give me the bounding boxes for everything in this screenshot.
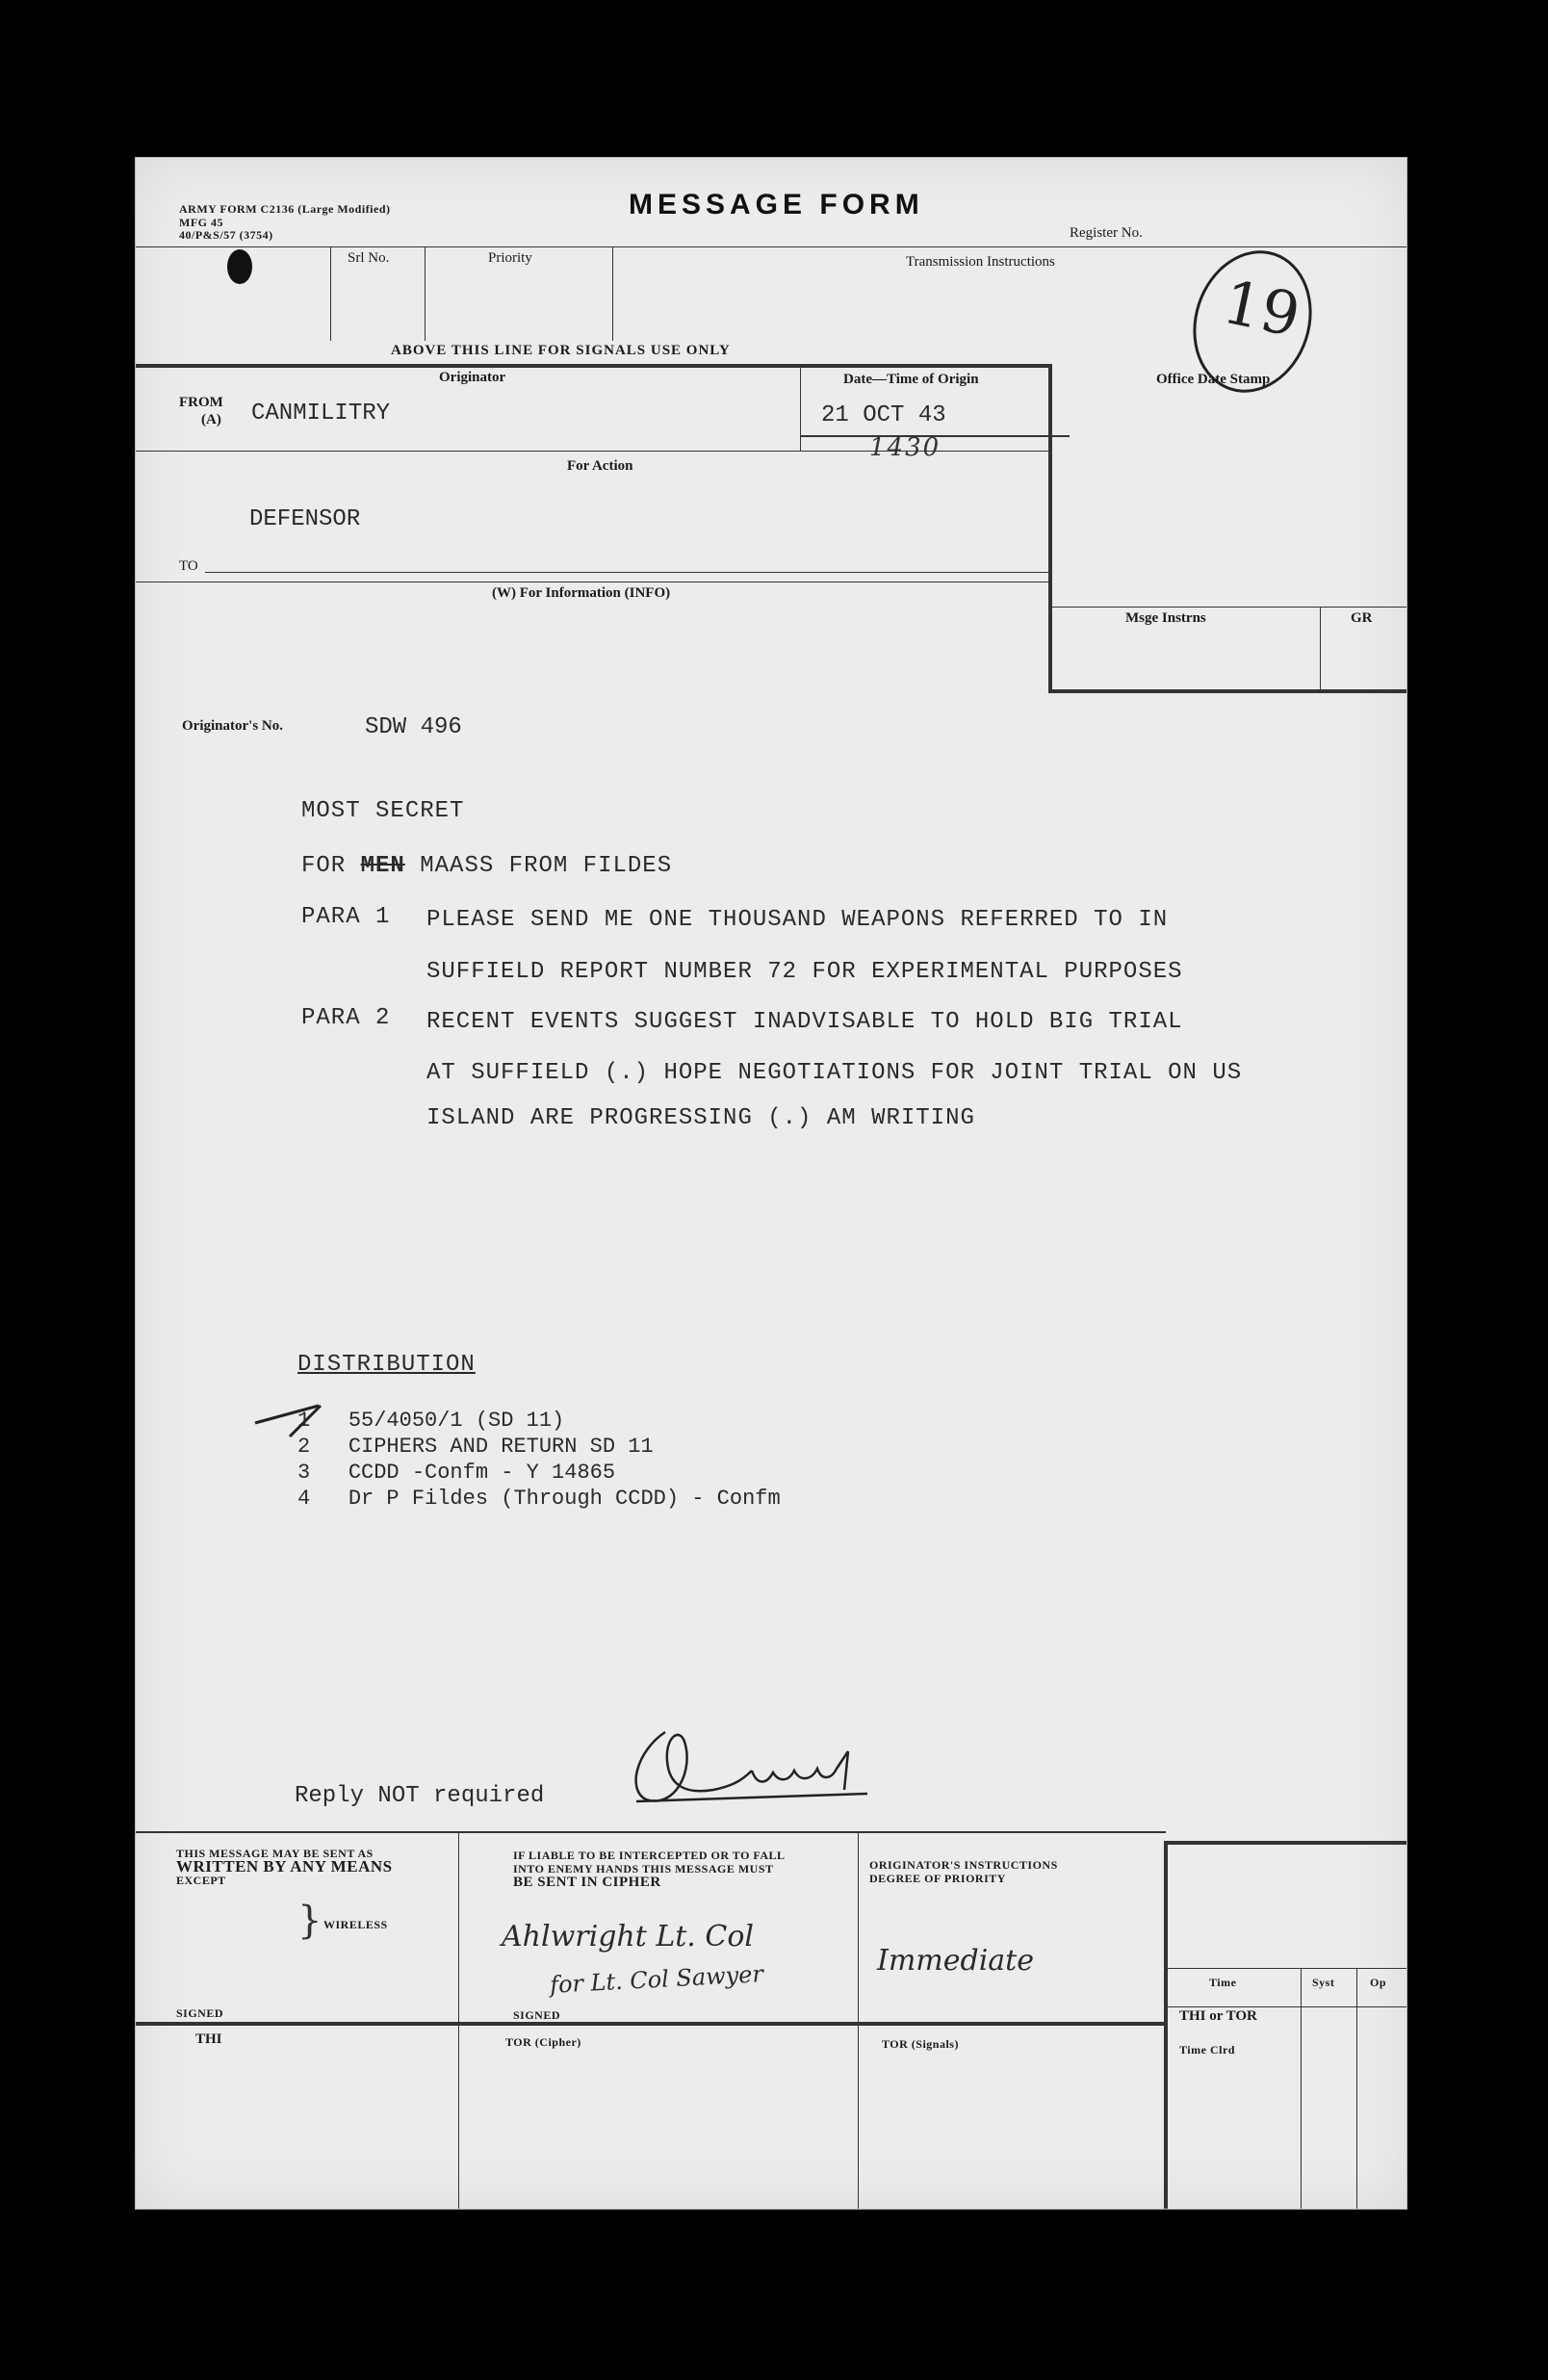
folio-stamp-number: 19 (1217, 266, 1306, 351)
for-struck-word: MEN (360, 853, 405, 879)
footer-col2-line: IF LIABLE TO BE INTERCEPTED OR TO FALL (513, 1849, 786, 1862)
distribution-item-text: CCDD -Confm - Y 14865 (348, 1461, 616, 1485)
para-1-line-1: PLEASE SEND ME ONE THOUSAND WEAPONS REFERRED TO IN (426, 907, 1169, 933)
distribution-item (297, 1434, 781, 1460)
msge-instrns-label: Msge Instrns (1125, 610, 1206, 626)
originators-no-label: Originator's No. (182, 718, 283, 734)
footer-col1-line: WRITTEN BY ANY MEANS (176, 1857, 393, 1876)
syst-label: Syst (1312, 1976, 1335, 1989)
signals-use-only-line: ABOVE THIS LINE FOR SIGNALS USE ONLY (391, 343, 731, 358)
priority-label: Priority (488, 250, 532, 266)
srl-no-label: Srl No. (348, 250, 390, 266)
distribution-item (297, 1408, 781, 1434)
distribution-item-text: CIPHERS AND RETURN SD 11 (348, 1435, 654, 1459)
classification: MOST SECRET (301, 798, 465, 824)
to-value: DEFENSOR (249, 506, 361, 532)
footer-col2-line: INTO ENEMY HANDS THIS MESSAGE MUST (513, 1862, 774, 1876)
distribution-item-text: Dr P Fildes (Through CCDD) - Confm (348, 1487, 781, 1511)
wireless-bracket: } (297, 1899, 322, 1943)
register-no-label: Register No. (1070, 225, 1143, 241)
signed-by-handwritten: Ahlwright Lt. Col (502, 1920, 754, 1953)
date-value: 21 OCT 43 (821, 402, 946, 428)
tor-cipher-label: TOR (Cipher) (505, 2035, 581, 2049)
signed-label-1: SIGNED (176, 2006, 224, 2020)
originator-label: Originator (439, 370, 506, 385)
footer-col3-text (869, 1858, 1058, 1885)
for-action-label: For Action (567, 458, 633, 474)
signed-for-handwritten: for Lt. Col Sawyer (549, 1960, 764, 1999)
priority-handwritten: Immediate (877, 1944, 1034, 1978)
form-ref-3: 40/P&S/57 (3754) (179, 228, 273, 242)
footer-col3-line: DEGREE OF PRIORITY (869, 1872, 1006, 1885)
ink-blot (227, 249, 252, 284)
para-2-line-2: AT SUFFIELD (.) HOPE NEGOTIATIONS FOR JOINT TRIAL ON US (426, 1060, 1243, 1086)
para-2-line-3: ISLAND ARE PROGRESSING (.) AM WRITING (426, 1105, 975, 1131)
to-label: TO (179, 558, 198, 574)
date-time-label: Date—Time of Origin (843, 372, 979, 387)
thi-or-tor-label: THI or TOR (1179, 2008, 1257, 2024)
distribution-heading: DISTRIBUTION (297, 1352, 476, 1378)
for-rest: MAASS FROM FILDES (420, 853, 673, 879)
time-clrd-label: Time Clrd (1179, 2043, 1235, 2057)
footer-col1-text (176, 1847, 393, 1887)
para-1-label: PARA 1 (301, 904, 391, 930)
from-sub-label: (A) (201, 412, 221, 427)
distribution-item-num: 1 (297, 1409, 311, 1433)
footer-col3-line: ORIGINATOR'S INSTRUCTIONS (869, 1858, 1058, 1872)
footer-col1-line: THIS MESSAGE MAY BE SENT AS (176, 1847, 374, 1860)
distribution-item-num: 4 (297, 1487, 311, 1511)
message-form-page (135, 157, 1407, 2210)
for-information-label: (W) For Information (INFO) (492, 585, 671, 601)
op-label: Op (1370, 1976, 1387, 1989)
para-2-label: PARA 2 (301, 1005, 391, 1031)
distribution-item-num: 2 (297, 1435, 311, 1459)
para-2-line-1: RECENT EVENTS SUGGEST INADVISABLE TO HOLD BIG TRIAL (426, 1009, 1183, 1035)
from-label: FROM (179, 395, 223, 410)
thi-label: THI (195, 2031, 222, 2047)
signed-label-2: SIGNED (513, 2008, 561, 2022)
for-line (301, 853, 672, 879)
footer-col1-line: EXCEPT (176, 1874, 226, 1887)
footer-col2-text (513, 1849, 786, 1889)
wireless-label: WIRELESS (323, 1918, 388, 1931)
footer-col2-line: BE SENT IN CIPHER (513, 1875, 661, 1890)
form-ref-1: ARMY FORM C2136 (Large Modified) (179, 202, 391, 216)
form-ref-2: MFG 45 (179, 216, 223, 229)
signature-scribble (607, 1713, 896, 1819)
distribution-list (297, 1408, 781, 1512)
tor-signals-label: TOR (Signals) (882, 2037, 959, 2051)
distribution-item-num: 3 (297, 1461, 311, 1485)
originator-value: CANMILITRY (251, 401, 391, 427)
time-label: Time (1209, 1976, 1237, 1989)
gr-label: GR (1351, 610, 1373, 626)
reply-note: Reply NOT required (295, 1783, 545, 1809)
form-title: MESSAGE FORM (629, 189, 924, 220)
distribution-item-text: 55/4050/1 (SD 11) (348, 1409, 565, 1433)
originators-no-value: SDW 496 (365, 714, 462, 740)
time-of-origin-handwritten: 1430 (869, 433, 942, 462)
for-prefix: FOR (301, 853, 347, 879)
transmission-instructions-label: Transmission Instructions (906, 254, 1055, 270)
distribution-item (297, 1486, 781, 1512)
office-date-stamp-label: Office Date Stamp (1156, 372, 1271, 387)
distribution-item (297, 1460, 781, 1486)
para-1-line-2: SUFFIELD REPORT NUMBER 72 FOR EXPERIMENTAL PURPOSES (426, 959, 1183, 985)
